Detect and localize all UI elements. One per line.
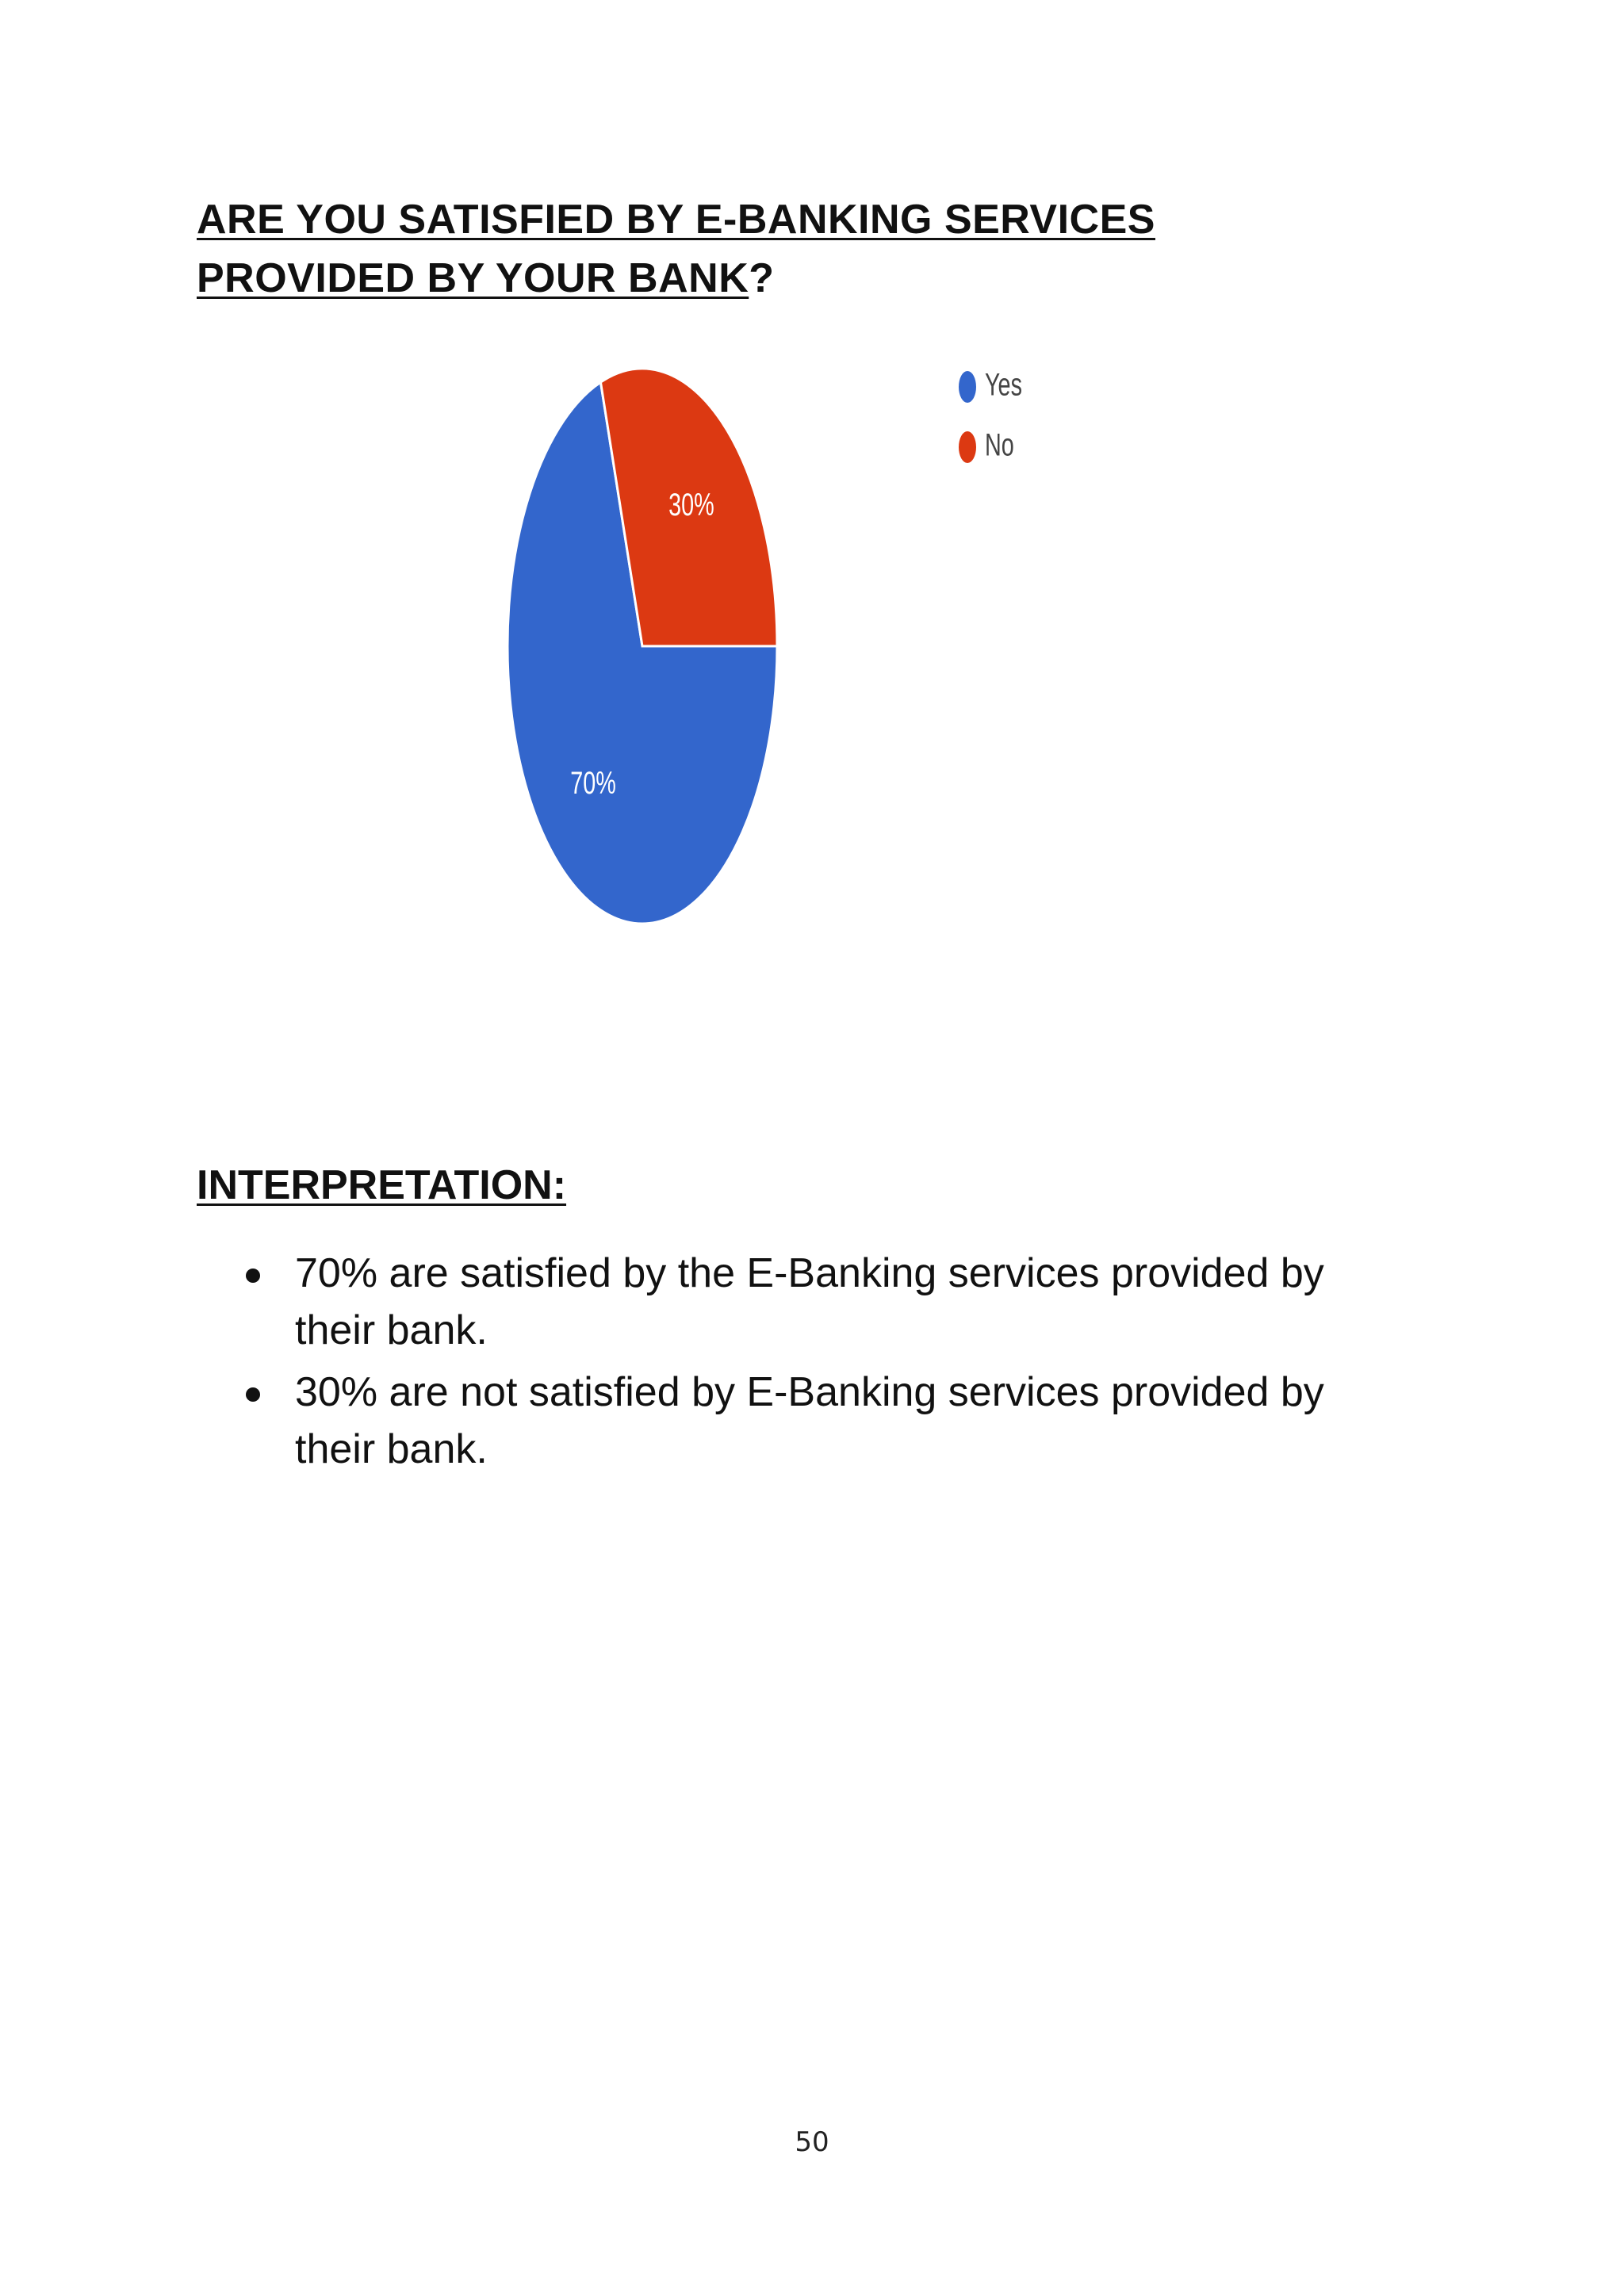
page-title [197, 190, 1307, 308]
legend-swatch-no [959, 431, 976, 463]
pie-slices [508, 369, 777, 924]
legend-swatch-yes [959, 371, 976, 403]
title-line-2: PROVIDED BY YOUR BANK [197, 255, 749, 301]
bullet-text: 70% are satisfied by the E-Banking services provided by their bank. [295, 1250, 1324, 1353]
interpretation-list [197, 1245, 1402, 1483]
bullet-dot-icon [246, 1269, 260, 1283]
interpretation-heading: INTERPRETATION: [197, 1162, 567, 1208]
pie-chart [444, 333, 1047, 951]
legend-label-no: No [985, 427, 1014, 463]
pie-slice-label: 70% [570, 765, 616, 802]
page-number: 50 [795, 2126, 829, 2158]
legend-label-yes: Yes [985, 366, 1022, 403]
pie-slice-label: 30% [668, 487, 714, 523]
interpretation-bullet [197, 1245, 1402, 1359]
chart-legend [959, 367, 1022, 463]
title-question-mark: ? [749, 255, 775, 301]
title-line-1: ARE YOU SATISFIED BY E-BANKING SERVICES [197, 197, 1155, 243]
bullet-text: 30% are not satisfied by E-Banking services provided by their bank. [295, 1369, 1324, 1472]
interpretation-bullet [197, 1364, 1402, 1478]
bullet-dot-icon [246, 1387, 260, 1402]
